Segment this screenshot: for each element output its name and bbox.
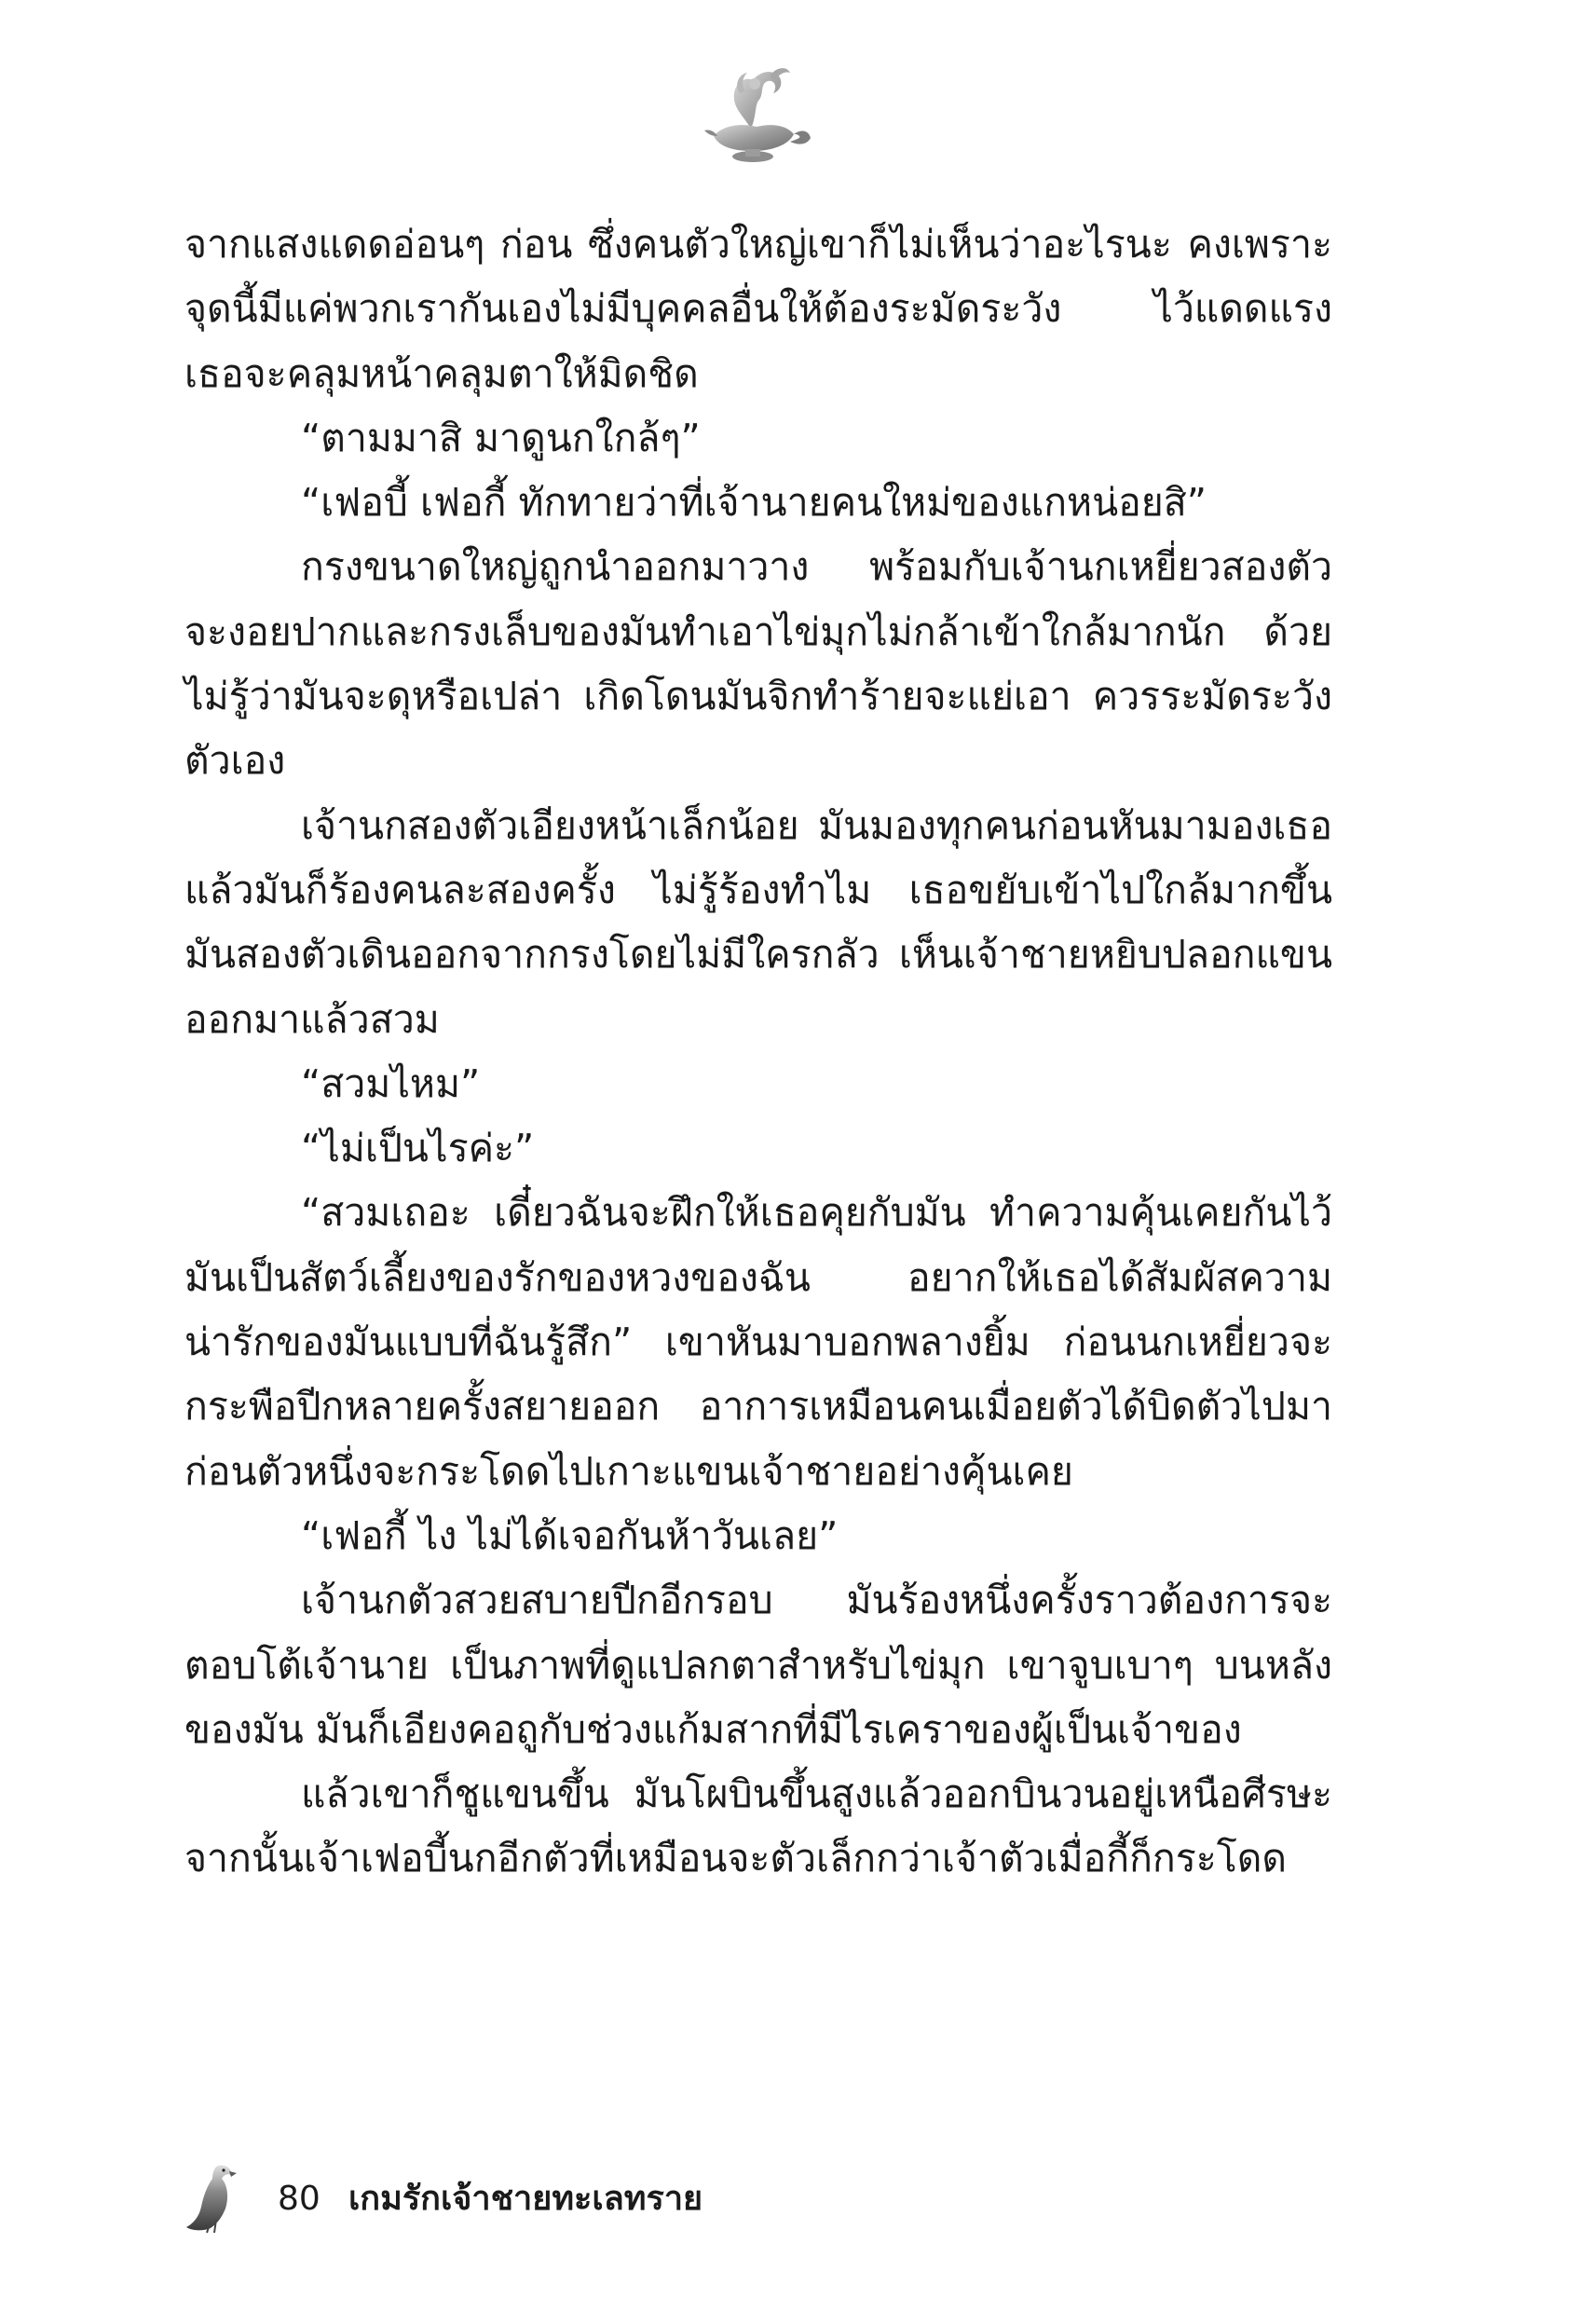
page-footer bbox=[184, 2160, 837, 2235]
text-line: มันเป็นสัตว์เลี้ยงของรักของหวงของฉัน อยากให้เธอได้สัมผัสความ bbox=[184, 1254, 1332, 1300]
text-line: “เฟอกี้ ไง ไม่ได้เจอกันห้าวันเลย” bbox=[301, 1512, 839, 1558]
text-line: ตอบโต้เจ้านาย เป็นภาพที่ดูแปลกตาสำหรับไข่มุก เขาจูบเบาๆ บนหลัง bbox=[184, 1642, 1332, 1688]
text-line: จากแสงแดดอ่อนๆ ก่อน ซึ่งคนตัวใหญ่เขาก็ไม่เห็นว่าอะไรนะ คงเพราะ bbox=[184, 222, 1332, 267]
text-line: แล้วมันก็ร้องคนละสองครั้ง ไม่รู้ร้องทำไม เธอขยับเข้าไปใกล้มากขึ้น bbox=[184, 867, 1332, 912]
text-line: “สวมเถอะ เดี๋ยวฉันจะฝึกให้เธอคุยกับมัน ทำความคุ้นเคยกันไว้ bbox=[301, 1190, 1332, 1236]
text-line: กระพือปีกหลายครั้งสยายออก อาการเหมือนคนเมื่อยตัวได้บิดตัวไปมา bbox=[184, 1384, 1332, 1429]
text-line: น่ารักของมันแบบที่ฉันรู้สึก” เขาหันมาบอกพลางยิ้ม ก่อนนกเหยี่ยวจะ bbox=[184, 1320, 1332, 1365]
page-number: 80 bbox=[278, 2180, 321, 2218]
text-line: “เฟอบี้ เฟอกี้ ทักทายว่าที่เจ้านายคนใหม่ของแกหน่อยสิ” bbox=[301, 480, 1207, 526]
text-line: ตัวเอง bbox=[184, 738, 286, 784]
text-line: ก่อนตัวหนึ่งจะกระโดดไปเกาะแขนเจ้าชายอย่างคุ้นเคย bbox=[184, 1448, 1073, 1494]
text-line: แล้วเขาก็ชูแขนขึ้น มันโผบินขึ้นสูงแล้วออกบินวนอยู่เหนือศีรษะ bbox=[301, 1771, 1332, 1817]
text-line: เธอจะคลุมหน้าคลุมตาให้มิดชิด bbox=[184, 350, 699, 396]
text-line: จุดนี้มีแค่พวกเรากันเองไม่มีบุคคลอื่นให้ต้องระมัดระวัง ไว้แดดแรง bbox=[184, 286, 1332, 332]
text-line: จะงอยปากและกรงเล็บของมันทำเอาไข่มุกไม่กล้าเข้าใกล้มากนัก ด้วย bbox=[184, 609, 1332, 654]
text-line: “สวมไหม” bbox=[301, 1060, 481, 1106]
text-line: จากนั้นเจ้าเฟอบี้นกอีกตัวที่เหมือนจะตัวเล็กกว่าเจ้าตัวเมื่อกี้ก็กระโดด bbox=[184, 1836, 1288, 1881]
text-line: “ตามมาสิ มาดูนกใกล้ๆ” bbox=[301, 415, 701, 460]
text-line: เจ้านกสองตัวเอียงหน้าเล็กน้อย มันมองทุกคนก่อนหันมามองเธอ bbox=[301, 802, 1332, 848]
text-line: เจ้านกตัวสวยสบายปีกอีกรอบ มันร้องหนึ่งครั้งราวต้องการจะ bbox=[301, 1578, 1332, 1623]
eagle-icon bbox=[184, 2160, 239, 2235]
book-title: เกมรักเจ้าชายทะเลทราย bbox=[348, 2180, 703, 2218]
text-line: ของมัน มันก็เอียงคอถูกับช่วงแก้มสากที่มีไรเคราของผู้เป็นเจ้าของ bbox=[184, 1706, 1242, 1752]
text-line: กรงขนาดใหญ่ถูกนำออกมาวาง พร้อมกับเจ้านกเหยี่ยวสองตัว bbox=[301, 544, 1332, 590]
magic-lamp-with-genie-icon bbox=[686, 56, 816, 168]
text-line: มันสองตัวเดินออกจากกรงโดยไม่มีใครกลัว เห็นเจ้าชายหยิบปลอกแขน bbox=[184, 932, 1332, 978]
text-line: ออกมาแล้วสวม bbox=[184, 996, 440, 1042]
text-line: ไม่รู้ว่ามันจะดุหรือเปล่า เกิดโดนมันจิกทำร้ายจะแย่เอา ควรระมัดระวัง bbox=[184, 674, 1332, 719]
body-text bbox=[184, 212, 1332, 1892]
text-line: “ไม่เป็นไรค่ะ” bbox=[301, 1126, 535, 1171]
